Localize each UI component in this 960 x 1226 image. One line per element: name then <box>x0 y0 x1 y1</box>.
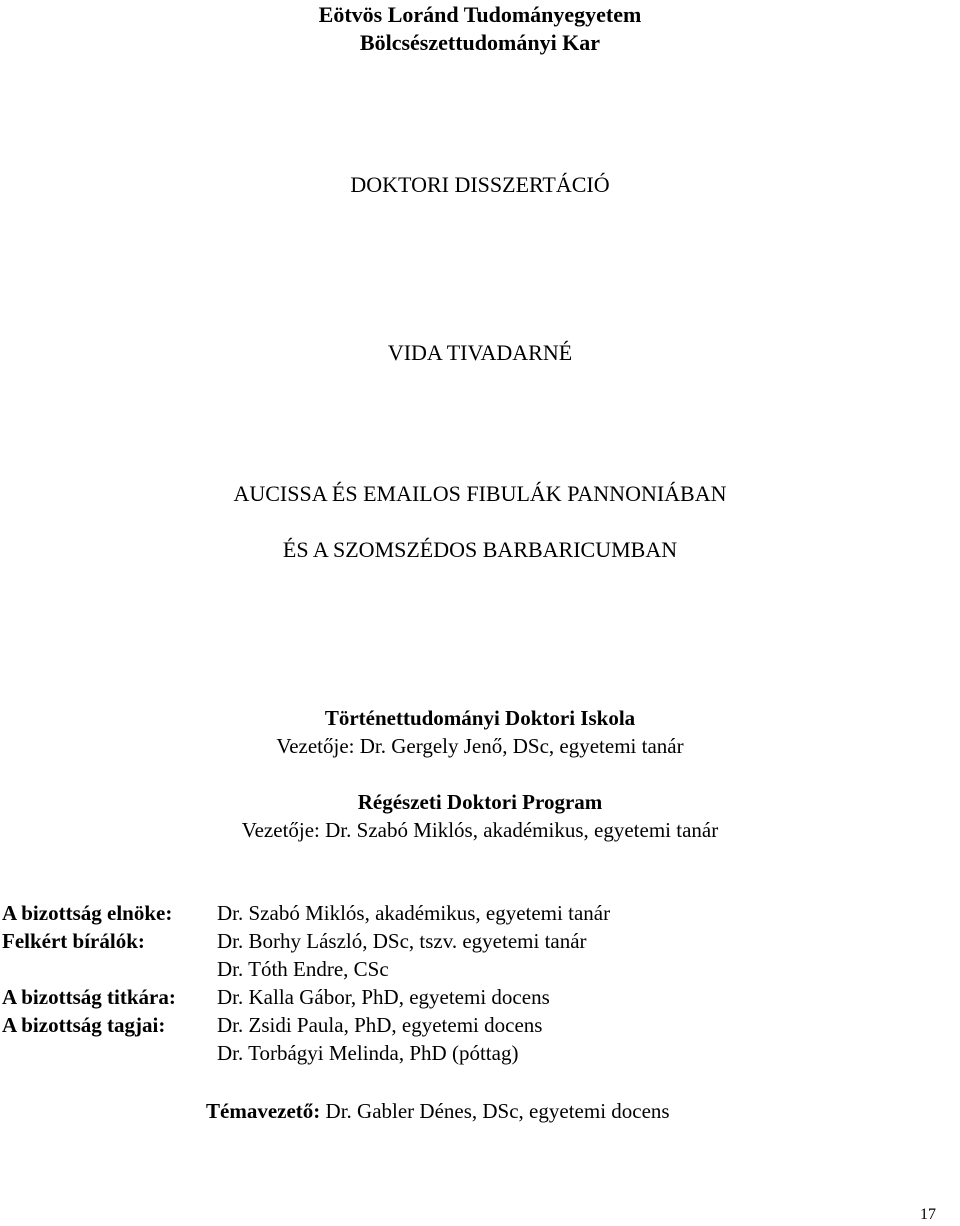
committee-chair: Dr. Szabó Miklós, akadémikus, egyetemi tanár <box>217 901 611 925</box>
committee-chair-label: A bizottság elnöke: <box>2 901 173 925</box>
committee-members-label: A bizottság tagjai: <box>2 1013 166 1037</box>
supervisor-name: Dr. Gabler Dénes, DSc, egyetemi docens <box>325 1099 670 1123</box>
committee-member-1: Dr. Zsidi Paula, PhD, egyetemi docens <box>217 1013 543 1037</box>
doctoral-program-leader: Vezetője: Dr. Szabó Miklós, akadémikus, egyetemi tanár <box>241 818 719 842</box>
faculty-name: Bölcsészettudományi Kar <box>359 30 601 55</box>
supervisor-line <box>206 1099 670 1124</box>
doctoral-program-name: Régészeti Doktori Program <box>357 790 603 814</box>
reviewer-2: Dr. Tóth Endre, CSc <box>217 957 389 981</box>
document-type: DOKTORI DISSZERTÁCIÓ <box>350 172 610 197</box>
author-name: VIDA TIVADARNÉ <box>387 340 573 365</box>
supervisor-label: Témavezető: <box>206 1099 321 1123</box>
university-name: Eötvös Loránd Tudományegyetem <box>318 2 642 27</box>
dissertation-title-line-2: ÉS A SZOMSZÉDOS BARBARICUMBAN <box>282 537 678 562</box>
dissertation-title-line-1: AUCISSA ÉS EMAILOS FIBULÁK PANNONIÁBAN <box>233 481 727 506</box>
doctoral-school-name: Történettudományi Doktori Iskola <box>324 706 636 730</box>
reviewer-1: Dr. Borhy László, DSc, tszv. egyetemi tanár <box>217 929 587 953</box>
page-number: 17 <box>920 1206 936 1223</box>
committee-secretary: Dr. Kalla Gábor, PhD, egyetemi docens <box>217 985 550 1009</box>
reviewers-label: Felkért bírálók: <box>2 929 145 953</box>
doctoral-school-leader: Vezetője: Dr. Gergely Jenő, DSc, egyetemi tanár <box>276 734 684 758</box>
committee-member-2: Dr. Torbágyi Melinda, PhD (póttag) <box>217 1041 519 1065</box>
committee-secretary-label: A bizottság titkára: <box>2 985 176 1009</box>
